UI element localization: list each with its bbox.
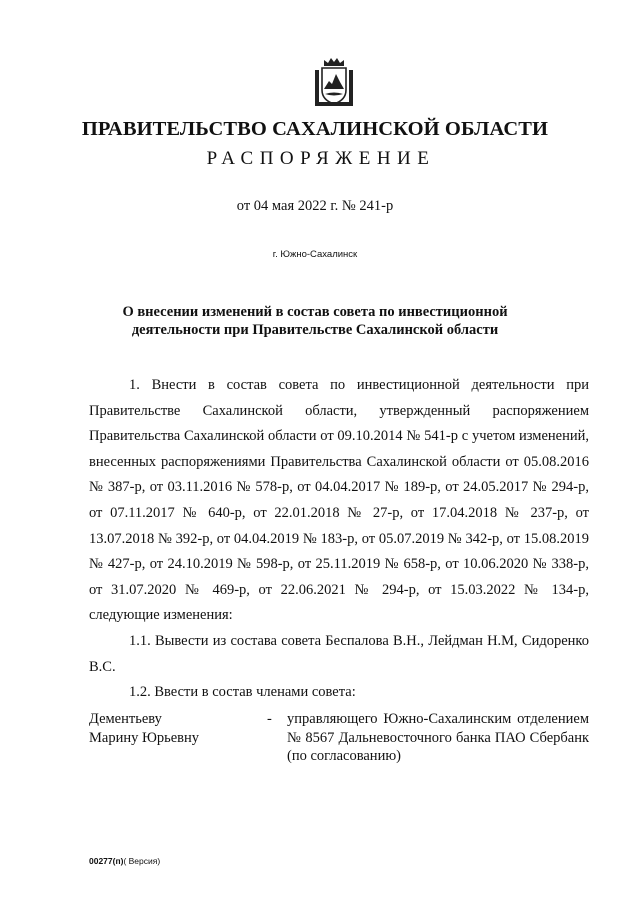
member-surname: Дементьеву xyxy=(89,711,162,727)
member-name xyxy=(89,710,249,747)
government-title: ПРАВИТЕЛЬСТВО САХАЛИНСКОЙ ОБЛАСТИ xyxy=(81,118,549,140)
document-type: РАСПОРЯЖЕНИЕ xyxy=(206,148,436,169)
member-given-name: Марину Юрьевну xyxy=(89,729,200,746)
paragraph-1-1: 1.1. Вывести из состава совета Беспалова В.Н., Лейдман Н.М, Сидоренко В.С. xyxy=(89,632,589,675)
subject-line-1: О внесении изменений в состав совета по инвестиционной xyxy=(122,304,508,320)
document-body xyxy=(89,373,589,706)
document-date-number: от 04 мая 2022 г. № 241-р xyxy=(236,198,394,214)
subject-line-2: деятельности при Правительстве Сахалинской области xyxy=(131,322,499,338)
member-role: управляющего Южно-Сахалинским отделением № 8567 Дальневосточного банка ПАО Сбербанк (по согласованию) xyxy=(287,711,589,764)
member-dash: - xyxy=(267,711,272,727)
document-city: г. Южно-Сахалинск xyxy=(272,249,358,260)
document-subject xyxy=(0,303,630,339)
paragraph-1-2: 1.2. Ввести в состав членами совета: xyxy=(129,684,356,701)
paragraph-1: 1. Внести в состав совета по инвестиционной деятельности при Правительстве Сахалинской области, утвержденный распоряжением Правительства Сахалинской области от 09.10.2014 № 541-р с учетом изменений, внесенных распоряжениями Правительства Сахалинской области от 05.08.2016 № 387-р, от 03.11.2016 № 578-р, от 04.04.2017 № 189-р, от 24.05.2017 № 294-р, от 07.11.2017 № 640-р, от 22.01.2018 № 27-р, от 17.04.2018 № 237-р, от 13.07.2018 № 392-р, от 04.04.2019 № 183-р, от 05.07.2019 № 342-р, от 15.08.2019 № 427-р, от 24.10.2019 № 598-р, от 25.11.2019 № 658-р, от 10.06.2020 № 338-р, от 31.07.2020 № 469-р, от 22.06.2021 № 294-р, от 15.03.2022 № 134-р, следующие изменения: xyxy=(89,377,589,624)
footer-version: ( Версия) xyxy=(123,856,161,866)
coat-of-arms-emblem xyxy=(312,56,356,108)
document-footer xyxy=(89,856,160,866)
footer-code: 00277(п) xyxy=(89,856,124,866)
